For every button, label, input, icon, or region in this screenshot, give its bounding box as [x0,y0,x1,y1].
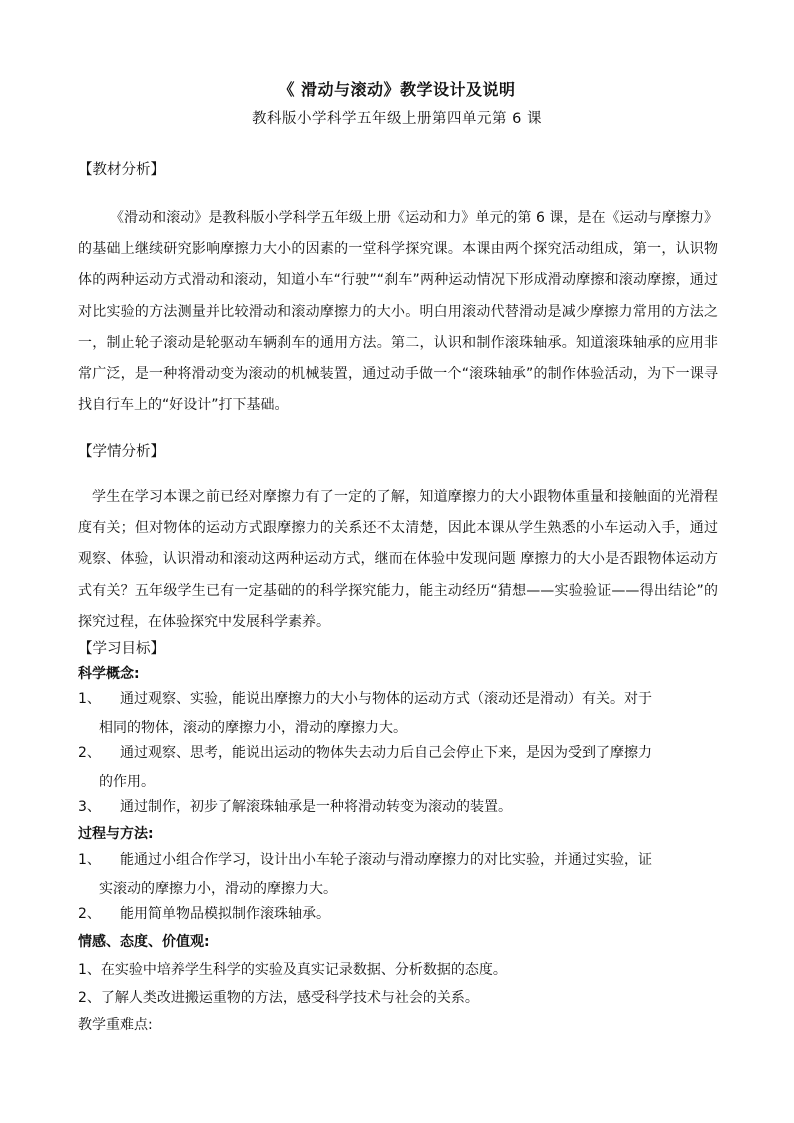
material-analysis-heading: 【教材分析】 [78,162,165,178]
material-analysis-text: 《滑动和滚动》是教科版小学科学五年级上册《运动和力》单元的第 6 课，是在《运动与摩擦力》的基础上继续研究影响摩擦力大小的因素的一堂科学探究课。本课由两个探究活动组成，第一，认识物体的两种运动方式滑动和滚动，知道小车“行驶”“刹车”两种运动情况下形成滑动摩擦和滚动摩擦，通过对比实验的方法测量并比较滑动和滚动摩擦力的大小。明白用滚动代替滑动是减少摩擦力常用的方法之一，制止轮子滚动是轮驱动车辆刹车的通用方法。第二，认识和制作滚珠轴承。知道滚珠轴承的应用非常广泛，是一种将滑动变为滚动的机械装置，通过动手做一个“滚珠轴承”的制作体验活动，为下一课寻找自行车上的“好设计”打下基础。 [78,210,718,414]
concept-item-2-line1: 通过观察、思考，能说出运动的物体失去动力后自己会停止下来，是因为受到了摩擦力 [120,745,652,761]
concept-item-1-line2: 相同的物体，滚动的摩擦力小，滑动的摩擦力大。 [99,719,407,736]
concept-item-3-line1: 通过制作，初步了解滚珠轴承是一种将滑动转变为滚动的装置。 [120,799,512,815]
concept-item-1 [78,685,720,742]
concept-item-1-number: 1、 [78,691,101,707]
process-item-2-line1: 能用简单物品模拟制作滚珠轴承。 [120,906,330,922]
emotion-item-1: 1、在实验中培养学生科学的实验及真实记录数据、分析数据的态度。 [78,962,507,978]
page-subtitle: 教科版小学科学五年级上册第四单元第 6 课 [252,111,542,127]
concept-item-2 [78,739,720,796]
student-analysis-text: 学生在学习本课之前已经对摩擦力有了一定的了解，知道摩擦力的大小跟物体重量和接触面的光滑程度有关；但对物体的运动方式跟摩擦力的关系还不太清楚，因此本课从学生熟悉的小车运动入手，通过观察、体验，认识滑动和滚动这两种运动方式，继而在体验中发现问题 摩擦力的大小是否跟物体运动方式有关？五年级学生已有一定基础的的科学探究能力，能主动经历“猜想——实验验证——得出结论”的探究过程，在体验探究中发展科学素养。 [78,489,718,630]
process-item-1 [78,846,720,903]
science-concept-heading: 科学概念: [78,666,140,682]
process-item-2-number: 2、 [78,906,101,922]
concept-item-2-number: 2、 [78,745,101,761]
concept-item-2-line2: 的作用。 [99,773,155,790]
process-item-2 [78,900,720,929]
concept-item-3-number: 3、 [78,799,101,815]
emotion-item-2: 2、了解人类改进搬运重物的方法，感受科学技术与社会的关系。 [78,990,479,1006]
concept-item-3 [78,793,720,822]
page-title: 《 滑动与滚动》教学设计及说明 [278,80,516,99]
learning-goals-heading: 【学习目标】 [78,641,165,657]
concept-item-1-line1: 通过观察、实验，能说出摩擦力的大小与物体的运动方式（滚动还是滑动）有关。对于 [120,691,652,707]
process-item-1-line2: 实滚动的摩擦力小，滑动的摩擦力大。 [99,880,337,897]
process-method-heading: 过程与方法: [78,826,154,842]
process-item-1-number: 1、 [78,852,101,868]
student-analysis-heading: 【学情分析】 [78,444,165,460]
key-difficulty-heading: 教学重难点: [78,1017,153,1033]
emotion-attitude-heading: 情感、态度、价值观: [78,934,210,950]
process-item-1-line1: 能通过小组合作学习，设计出小车轮子滚动与滑动摩擦力的对比实验，并通过实验，证 [120,852,652,868]
